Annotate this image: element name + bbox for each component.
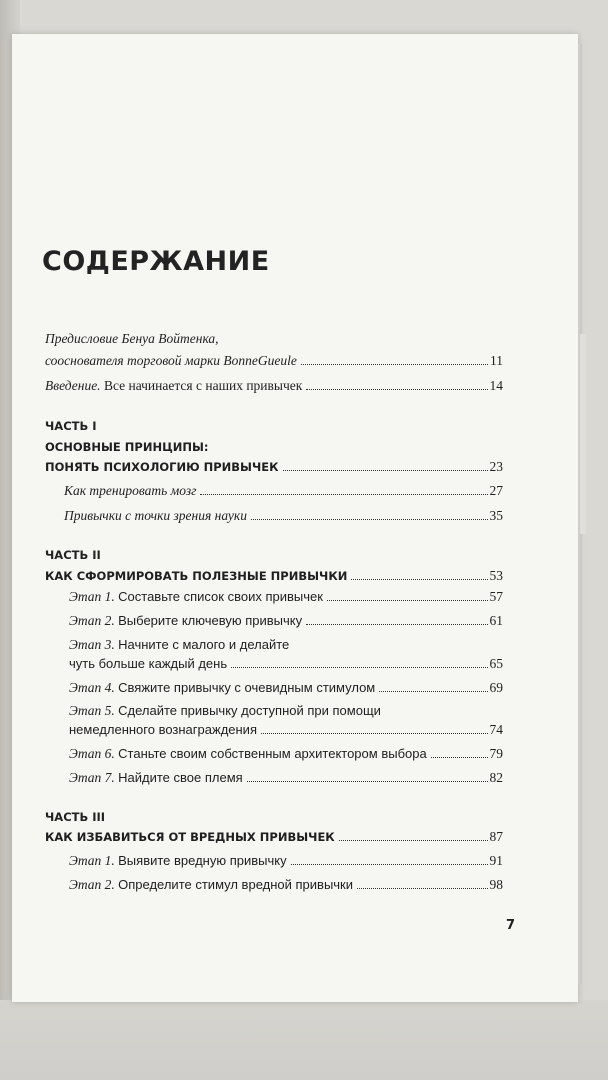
toc-row-intro[interactable] xyxy=(45,377,503,394)
page-ref: 87 xyxy=(489,829,503,844)
stage-label: Этап 1. xyxy=(69,589,115,604)
stage-text: Станьте своим собственным архитектором выбора xyxy=(118,746,427,761)
leader-dots xyxy=(339,840,488,841)
intro-label: Введение. xyxy=(45,378,101,393)
leader-dots xyxy=(306,389,487,390)
toc-row-part1[interactable] xyxy=(45,458,503,476)
background-bottom xyxy=(0,1000,608,1080)
intro-text: Все начинается с наших привычек xyxy=(103,378,303,393)
part1-label: ЧАСТЬ I xyxy=(45,419,97,433)
preface-line2: сооснователя торговой марки BonneGueule xyxy=(45,353,297,368)
stage-text: Начните с малого и делайте xyxy=(118,637,290,652)
toc-row-stage[interactable] xyxy=(69,721,503,738)
stage-label: Этап 6. xyxy=(69,746,115,761)
page-ref: 82 xyxy=(489,770,503,785)
page-ref: 91 xyxy=(489,853,503,868)
stage-text: Свяжите привычку с очевидным стимулом xyxy=(118,680,376,695)
stage-text-cont: чуть больше каждый день xyxy=(69,656,228,671)
leader-dots xyxy=(431,757,488,758)
toc-row-preface[interactable] xyxy=(45,352,503,369)
part1-title-line1: ОСНОВНЫЕ ПРИНЦИПЫ: xyxy=(45,440,209,454)
page-ref: 23 xyxy=(489,459,503,474)
toc-row-part1-item2[interactable] xyxy=(64,507,503,524)
page-ref: 11 xyxy=(490,353,503,368)
stage3-line1 xyxy=(69,636,289,653)
stage-label: Этап 4. xyxy=(69,680,115,695)
page-ref: 35 xyxy=(489,508,503,523)
stage-label: Этап 2. xyxy=(69,613,115,628)
page-ref: 61 xyxy=(489,613,503,628)
part3-title: КАК ИЗБАВИТЬСЯ ОТ ВРЕДНЫХ ПРИВЫЧЕК xyxy=(45,830,335,844)
page-title: СОДЕРЖАНИЕ xyxy=(42,246,270,277)
leader-dots xyxy=(283,470,488,471)
toc-row-stage[interactable] xyxy=(69,655,503,672)
part2-label: ЧАСТЬ II xyxy=(45,548,101,562)
toc-row-part3[interactable] xyxy=(45,828,503,846)
page-ref: 74 xyxy=(489,722,503,737)
item-text: Привычки с точки зрения науки xyxy=(64,508,247,523)
stage5-line1 xyxy=(69,702,381,719)
toc-row-stage[interactable] xyxy=(69,588,503,605)
item-text: Как тренировать мозг xyxy=(64,483,197,498)
toc-row-stage[interactable] xyxy=(69,679,503,696)
page-ref: 69 xyxy=(489,680,503,695)
page-ref: 98 xyxy=(489,877,503,892)
toc-row-stage[interactable] xyxy=(69,769,503,786)
leader-dots xyxy=(291,864,488,865)
leader-dots xyxy=(231,667,487,668)
page-number: 7 xyxy=(506,918,516,933)
stage-text: Выберите ключевую привычку xyxy=(118,613,303,628)
leader-dots xyxy=(327,600,488,601)
toc-row-stage[interactable] xyxy=(69,612,503,629)
page-tab xyxy=(580,334,586,534)
stage-text: Составьте список своих привычек xyxy=(118,589,323,604)
stage-label: Этап 3. xyxy=(69,637,115,652)
page-ref: 79 xyxy=(489,746,503,761)
toc-row-stage[interactable] xyxy=(69,852,503,869)
stage-label: Этап 5. xyxy=(69,703,115,718)
leader-dots xyxy=(200,494,487,495)
part1-title-line2: ПОНЯТЬ ПСИХОЛОГИЮ ПРИВЫЧЕК xyxy=(45,460,279,474)
page-ref: 27 xyxy=(489,483,503,498)
stage-text: Найдите свое племя xyxy=(118,770,243,785)
stage-label: Этап 2. xyxy=(69,877,115,892)
leader-dots xyxy=(357,888,487,889)
toc-row-stage[interactable] xyxy=(69,745,503,762)
leader-dots xyxy=(379,691,487,692)
leader-dots xyxy=(306,624,487,625)
toc-row-part1-item1[interactable] xyxy=(64,482,503,499)
stage-text: Выявите вредную привычку xyxy=(118,853,287,868)
part3-label: ЧАСТЬ III xyxy=(45,810,106,824)
leader-dots xyxy=(301,364,488,365)
preface-line1: Предисловие Бенуа Войтенка, xyxy=(45,331,219,346)
leader-dots xyxy=(351,579,487,580)
leader-dots xyxy=(261,733,488,734)
page-ref: 57 xyxy=(489,589,503,604)
stage-text: Сделайте привычку доступной при помощи xyxy=(118,703,381,718)
stage-label: Этап 7. xyxy=(69,770,115,785)
stage-label: Этап 1. xyxy=(69,853,115,868)
book-page xyxy=(12,34,578,1002)
toc-row-part2[interactable] xyxy=(45,567,503,585)
leader-dots xyxy=(251,519,488,520)
part2-title: КАК СФОРМИРОВАТЬ ПОЛЕЗНЫЕ ПРИВЫЧКИ xyxy=(45,569,348,583)
stage-text: Определите стимул вредной привычки xyxy=(118,877,354,892)
leader-dots xyxy=(247,781,488,782)
toc-row-stage[interactable] xyxy=(69,876,503,893)
page-ref: 53 xyxy=(489,568,503,583)
stage-text-cont: немедленного вознаграждения xyxy=(69,722,257,737)
page-ref: 14 xyxy=(489,378,503,393)
page-ref: 65 xyxy=(489,656,503,671)
